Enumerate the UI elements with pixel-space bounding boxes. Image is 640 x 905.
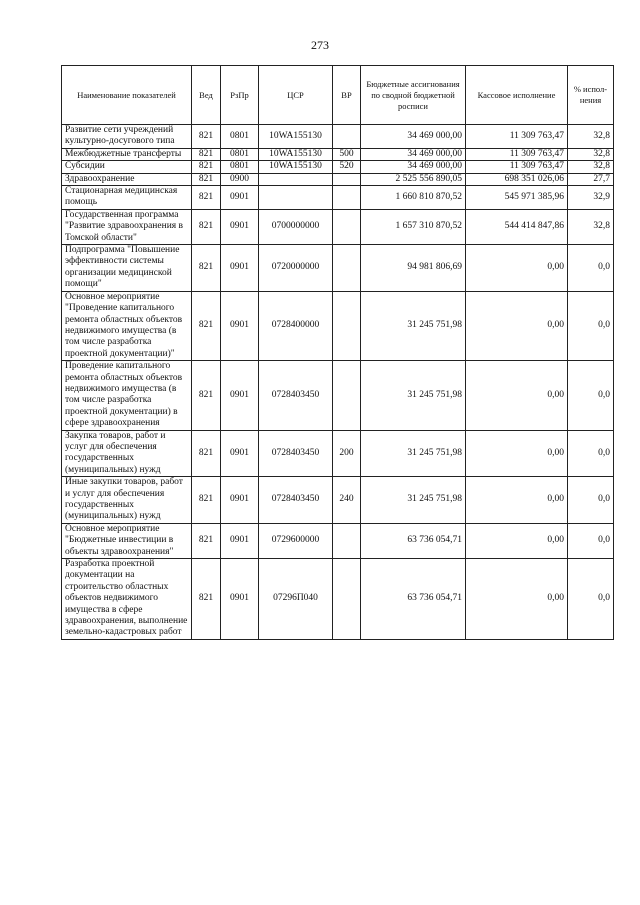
table-row bbox=[62, 148, 614, 160]
cell-csr: 0728400000 bbox=[259, 291, 333, 360]
cell-cash: 11 309 763,47 bbox=[466, 161, 568, 173]
cell-budget: 94 981 806,69 bbox=[361, 245, 466, 292]
table-row bbox=[62, 173, 614, 185]
header-pct: % испол-нения bbox=[568, 66, 614, 125]
table-row bbox=[62, 186, 614, 210]
cell-name: Подпрограмма "Повышение эффективности системы организации медицинской помощи" bbox=[62, 245, 192, 292]
cell-budget: 31 245 751,98 bbox=[361, 291, 466, 360]
cell-pct: 32,8 bbox=[568, 125, 614, 149]
table-row bbox=[62, 430, 614, 477]
cell-cash: 0,00 bbox=[466, 291, 568, 360]
cell-csr: 0720000000 bbox=[259, 245, 333, 292]
cell-csr bbox=[259, 186, 333, 210]
cell-vr bbox=[333, 186, 361, 210]
cell-pct: 32,8 bbox=[568, 161, 614, 173]
cell-pct: 0,0 bbox=[568, 477, 614, 524]
cell-budget: 31 245 751,98 bbox=[361, 361, 466, 430]
cell-name: Стационарная медицинская помощь bbox=[62, 186, 192, 210]
cell-name: Межбюджетные трансферты bbox=[62, 148, 192, 160]
cell-csr: 10WA155130 bbox=[259, 125, 333, 149]
cell-cash: 0,00 bbox=[466, 430, 568, 477]
cell-csr: 07296П040 bbox=[259, 559, 333, 640]
budget-table bbox=[61, 65, 614, 640]
cell-ved: 821 bbox=[192, 291, 221, 360]
cell-name: Разработка проектной документации на строительство областных объектов недвижимого имущества в сфере здравоохранения, выполнение земельно-кадастровых работ bbox=[62, 559, 192, 640]
cell-cash: 0,00 bbox=[466, 523, 568, 558]
cell-vr bbox=[333, 291, 361, 360]
cell-ved: 821 bbox=[192, 559, 221, 640]
table-row bbox=[62, 291, 614, 360]
cell-budget: 34 469 000,00 bbox=[361, 125, 466, 149]
cell-ved: 821 bbox=[192, 361, 221, 430]
cell-rzpr: 0901 bbox=[221, 245, 259, 292]
table-row bbox=[62, 161, 614, 173]
cell-budget: 2 525 556 890,05 bbox=[361, 173, 466, 185]
cell-cash: 0,00 bbox=[466, 361, 568, 430]
cell-pct: 32,8 bbox=[568, 209, 614, 244]
table-row bbox=[62, 477, 614, 524]
cell-rzpr: 0901 bbox=[221, 523, 259, 558]
cell-pct: 32,8 bbox=[568, 148, 614, 160]
cell-vr: 500 bbox=[333, 148, 361, 160]
cell-budget: 34 469 000,00 bbox=[361, 148, 466, 160]
cell-rzpr: 0900 bbox=[221, 173, 259, 185]
table-row bbox=[62, 245, 614, 292]
header-ved: Вед bbox=[192, 66, 221, 125]
cell-pct: 27,7 bbox=[568, 173, 614, 185]
page-number: 273 bbox=[311, 38, 329, 52]
header-budget: Бюджетные ассигнования по сводной бюджетной росписи bbox=[361, 66, 466, 125]
cell-rzpr: 0901 bbox=[221, 291, 259, 360]
cell-budget: 63 736 054,71 bbox=[361, 523, 466, 558]
cell-rzpr: 0901 bbox=[221, 209, 259, 244]
cell-cash: 544 414 847,86 bbox=[466, 209, 568, 244]
table-header-row bbox=[62, 66, 614, 125]
cell-ved: 821 bbox=[192, 430, 221, 477]
cell-vr bbox=[333, 173, 361, 185]
cell-vr: 240 bbox=[333, 477, 361, 524]
cell-cash: 0,00 bbox=[466, 245, 568, 292]
cell-csr: 0728403450 bbox=[259, 361, 333, 430]
cell-pct: 32,9 bbox=[568, 186, 614, 210]
cell-cash: 11 309 763,47 bbox=[466, 148, 568, 160]
cell-vr bbox=[333, 523, 361, 558]
cell-cash: 545 971 385,96 bbox=[466, 186, 568, 210]
cell-csr: 0728403450 bbox=[259, 477, 333, 524]
table-row bbox=[62, 209, 614, 244]
cell-name: Здравоохранение bbox=[62, 173, 192, 185]
cell-rzpr: 0801 bbox=[221, 125, 259, 149]
cell-rzpr: 0901 bbox=[221, 559, 259, 640]
cell-ved: 821 bbox=[192, 161, 221, 173]
cell-csr: 0728403450 bbox=[259, 430, 333, 477]
cell-vr bbox=[333, 559, 361, 640]
cell-ved: 821 bbox=[192, 148, 221, 160]
cell-rzpr: 0901 bbox=[221, 477, 259, 524]
cell-csr: 0700000000 bbox=[259, 209, 333, 244]
cell-vr bbox=[333, 361, 361, 430]
cell-vr bbox=[333, 125, 361, 149]
cell-vr bbox=[333, 209, 361, 244]
cell-pct: 0,0 bbox=[568, 361, 614, 430]
cell-cash: 0,00 bbox=[466, 477, 568, 524]
cell-pct: 0,0 bbox=[568, 430, 614, 477]
cell-ved: 821 bbox=[192, 523, 221, 558]
cell-name: Иные закупки товаров, работ и услуг для обеспечения государственных (муниципальных) нужд bbox=[62, 477, 192, 524]
cell-budget: 63 736 054,71 bbox=[361, 559, 466, 640]
cell-pct: 0,0 bbox=[568, 291, 614, 360]
cell-ved: 821 bbox=[192, 173, 221, 185]
cell-budget: 1 657 310 870,52 bbox=[361, 209, 466, 244]
table-row bbox=[62, 361, 614, 430]
cell-vr: 520 bbox=[333, 161, 361, 173]
cell-pct: 0,0 bbox=[568, 245, 614, 292]
cell-name: Основное мероприятие "Бюджетные инвестиции в объекты здравоохранения" bbox=[62, 523, 192, 558]
cell-csr: 10WA155130 bbox=[259, 161, 333, 173]
cell-vr bbox=[333, 245, 361, 292]
header-rzpr: РзПр bbox=[221, 66, 259, 125]
cell-name: Развитие сети учреждений культурно-досугового типа bbox=[62, 125, 192, 149]
cell-csr: 10WA155130 bbox=[259, 148, 333, 160]
cell-cash: 11 309 763,47 bbox=[466, 125, 568, 149]
cell-ved: 821 bbox=[192, 125, 221, 149]
cell-rzpr: 0901 bbox=[221, 186, 259, 210]
cell-budget: 1 660 810 870,52 bbox=[361, 186, 466, 210]
cell-budget: 31 245 751,98 bbox=[361, 477, 466, 524]
cell-pct: 0,0 bbox=[568, 559, 614, 640]
cell-pct: 0,0 bbox=[568, 523, 614, 558]
table-row bbox=[62, 559, 614, 640]
header-name: Наименование показателей bbox=[62, 66, 192, 125]
cell-ved: 821 bbox=[192, 245, 221, 292]
cell-ved: 821 bbox=[192, 186, 221, 210]
cell-csr: 0729600000 bbox=[259, 523, 333, 558]
cell-name: Проведение капитального ремонта областных объектов недвижимого имущества (в том числе разработка проектной документации) в сфере здравоохранения bbox=[62, 361, 192, 430]
table-row bbox=[62, 523, 614, 558]
cell-name: Основное мероприятие "Проведение капитального ремонта областных объектов недвижимого имущества (в том числе разработка проектной документации)" bbox=[62, 291, 192, 360]
header-vr: ВР bbox=[333, 66, 361, 125]
cell-budget: 31 245 751,98 bbox=[361, 430, 466, 477]
cell-rzpr: 0901 bbox=[221, 430, 259, 477]
cell-cash: 0,00 bbox=[466, 559, 568, 640]
cell-rzpr: 0801 bbox=[221, 148, 259, 160]
cell-name: Субсидии bbox=[62, 161, 192, 173]
cell-name: Закупка товаров, работ и услуг для обеспечения государственных (муниципальных) нужд bbox=[62, 430, 192, 477]
cell-ved: 821 bbox=[192, 209, 221, 244]
cell-budget: 34 469 000,00 bbox=[361, 161, 466, 173]
cell-csr bbox=[259, 173, 333, 185]
cell-rzpr: 0901 bbox=[221, 361, 259, 430]
cell-cash: 698 351 026,06 bbox=[466, 173, 568, 185]
cell-name: Государственная программа "Развитие здравоохранения в Томской области" bbox=[62, 209, 192, 244]
cell-rzpr: 0801 bbox=[221, 161, 259, 173]
header-cash: Кассовое исполнение bbox=[466, 66, 568, 125]
table-row bbox=[62, 125, 614, 149]
cell-ved: 821 bbox=[192, 477, 221, 524]
header-csr: ЦСР bbox=[259, 66, 333, 125]
cell-vr: 200 bbox=[333, 430, 361, 477]
